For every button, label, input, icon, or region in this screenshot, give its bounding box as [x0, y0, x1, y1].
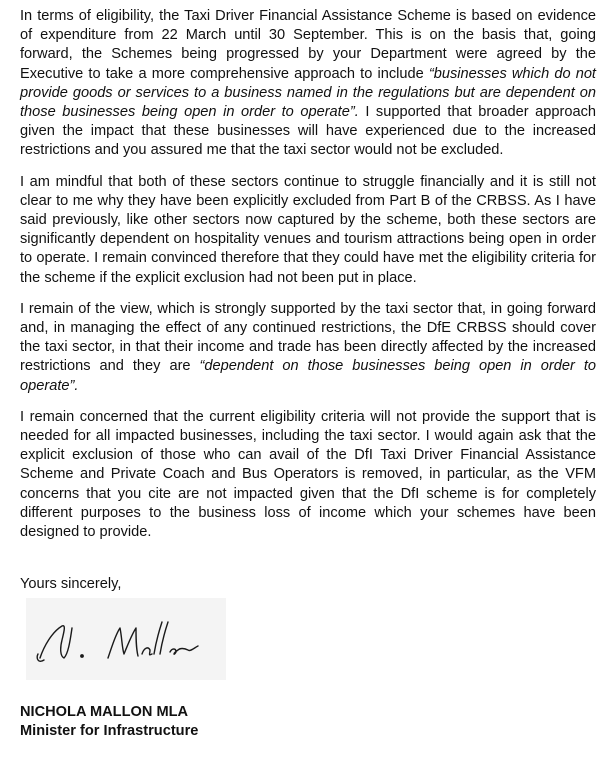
signature-image — [26, 598, 226, 680]
signer-block — [20, 703, 198, 741]
paragraph-view — [20, 300, 596, 396]
paragraph-view-text-1: I remain of the view, which is strongly supported by the taxi sector that, in going forward and, in managing the effect of any continued restrictions, the DfE CRBSS should cover the taxi sector, in that their income and trade has been directly affected by the increased restrictions and they are — [20, 300, 596, 375]
letter-body — [20, 7, 596, 554]
paragraph-eligibility — [20, 7, 596, 161]
paragraph-eligibility-quote: “businesses which do not provide goods or services to a business named in the regulations but are dependent on those businesses being open in order to operate”. — [20, 65, 596, 121]
closing-salutation: Yours sincerely, — [20, 576, 122, 592]
paragraph-sectors: I am mindful that both of these sectors continue to struggle financially and it is still not clear to me why they have been explicitly excluded from Part B of the CRBSS. As I have said previously, like other sectors now captured by the scheme, both these sectors are significantly dependent on hospitality venues and tourism attractions being open in order to operate. I remain convinced therefore that they could have met the eligibility criteria for the scheme if the explicit exclusion had not been put in place. — [20, 173, 596, 286]
signer-name: NICHOLA MALLON MLA — [20, 704, 189, 720]
paragraph-concern: I remain concerned that the current eligibility criteria will not provide the support that is needed for all impacted businesses, including the taxi sector. I would again ask that the explicit exclusion of those who can avail of the DfI Taxi Driver Financial Assistance Scheme and Private Coach and Bus Operators is removed, in particular, as the VFM concerns that you cite are not impacted given that the DfI scheme is for completely different purposes to the business loss of income which your schemes have been designed to provide. — [20, 408, 596, 541]
paragraph-eligibility-text-1: In terms of eligibility, the Taxi Driver Financial Assistance Scheme is based on evidence of expenditure from 22 March until 30 September. This is on the basis that, going forward, the Schemes being progressed by your Department were agreed by the Executive to take a more comprehensive approach to include — [20, 8, 596, 82]
paragraph-view-quote: “dependent on those businesses being open in order to operate”. — [20, 358, 596, 394]
signer-title: Minister for Infrastructure — [20, 723, 199, 739]
paragraph-eligibility-text-2: I supported that broader approach given the impact that these businesses will have experienced due to the increased restrictions and you assured me that the taxi sector would not be excluded. — [20, 104, 596, 159]
